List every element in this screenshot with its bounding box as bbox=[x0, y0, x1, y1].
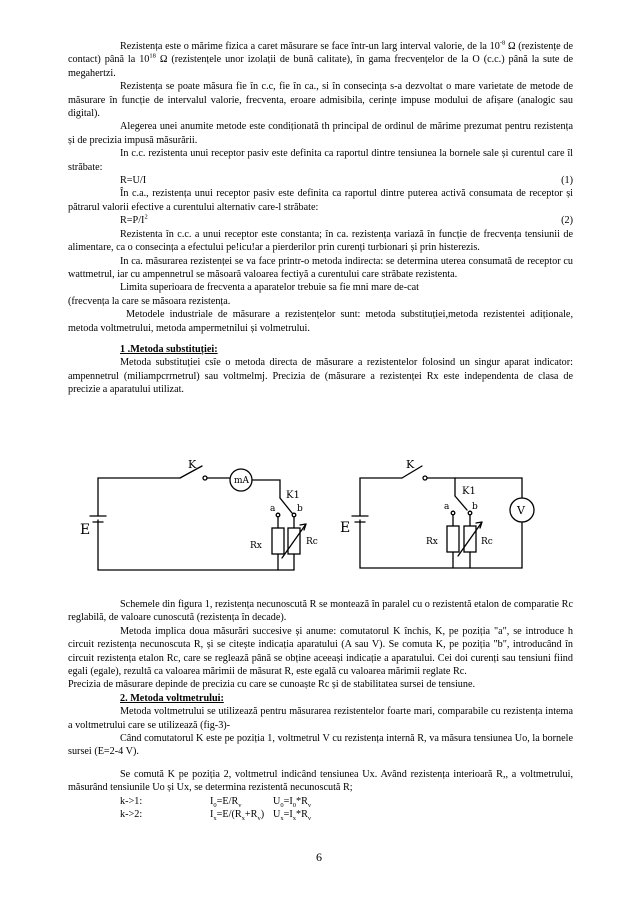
equation-1: R=U/I (1) bbox=[120, 175, 573, 187]
paragraph-two-measurements: Metoda implica doua măsurări succesive și anume: comutatorul K închis, K, pe poziția "a", se introduce h circuit rezistența necunoscuta R, și se citește indicația aparatului (A sau V). Se comuta K, pe poziția "b", introducând în circuit rezistența etalon Rc, care se reglează până se obține aceeași indicație a aparatului. Cei doi curenți sau tensiuni fiind egali (egale), rezultă ca valoarea mărimii de măsurat R, este egală cu valoarea mărimii reglate Rc. bbox=[68, 625, 573, 678]
circuit-diagrams bbox=[60, 458, 580, 580]
position-a-label: a bbox=[270, 504, 276, 514]
section-heading-voltmeter: 2. Metoda voltmetrului: bbox=[120, 692, 224, 704]
position-b-label: b bbox=[297, 504, 303, 514]
ammeter-label: mA bbox=[234, 476, 250, 486]
switch-k-label: K bbox=[188, 458, 197, 471]
text-block-top bbox=[68, 40, 573, 397]
switch-k-label: K bbox=[406, 458, 415, 471]
section-heading-substitution: 1 .Metoda substituției: bbox=[120, 343, 218, 355]
position-a-label: a bbox=[444, 502, 450, 512]
paragraph-position-2: Se comută K pe poziția 2, voltmetrul indicând tensiunea Ux. Având rezistența interioară R,, a voltmetrului, măsurând tensiunile Uo și Ux, se determina rezistentă necunoscută R; bbox=[68, 768, 573, 794]
voltmeter-label: V bbox=[517, 504, 525, 517]
paragraph-measurement-methods: Rezistența se poate măsura fie în c.c, fie în ca., si în consecința s-a dezvoltat o mare varietate de metode de măsurare în funcție de intervalul valorie, frecventa, eroare admisibila, cerințe impuse modului de afișare (analogic sau digital). bbox=[68, 81, 573, 120]
paragraph-position-1: Când comutatorul K este pe poziția 1, voltmetrul V cu rezistența internă R, va măsura tensiunea Uo, la bornele sursei (E=2-4 V). bbox=[68, 733, 573, 758]
paragraph-substitution: Metoda substituției csîe o metoda directa de măsurare a rezistentelor folosind un singur aparat indicator: ampennetrul (miliampcrrnetrul) sau voltmelmj. Precizia de (măsurare a rezistenței Rx este independenta de clasa de precizie a aparatului utilizat. bbox=[68, 357, 573, 396]
source-e-label: E bbox=[80, 522, 91, 538]
intro-paragraph: Rezistența este o mărime fizica a caret măsurare se face într-un larg interval valorie, de la $10^{-8}$ Ω (rezistențe de contact) până la $10^{18}$ Ω (rezistențele unor izolații de bună calitate), în gama frecvențelor de la O (c.c.) până la sute de megahertzi. bbox=[68, 39, 574, 79]
formula-row-k2: k->2: $I_x=E/(R_x+R_v)$ $U_x=I_x*R_v$ bbox=[120, 809, 312, 823]
resistor-rx-label: Rx bbox=[250, 541, 262, 551]
paragraph-ac-definition: În c.a., rezistența unui receptor pasiv este definita ca raportul dintre puterea activă consumata de receptor și pătrarul valorii efective a curentului alternativ care-l străbate: bbox=[68, 188, 573, 213]
paragraph-method-choice: Alegerea unei anumite metode este condiționată th principal de ordinul de mărime prezumat pentru rezistența și de precizia impusă măsurării. bbox=[68, 121, 573, 146]
position-b-label: b bbox=[472, 502, 478, 512]
switch-k1-label: K1 bbox=[462, 486, 476, 497]
formula-row-k1: k->1: $I_0=E/R_v$ $U_0=I_0*R_v$ bbox=[120, 795, 312, 809]
page-number: 6 bbox=[316, 850, 322, 864]
source-e-label: E bbox=[340, 520, 351, 536]
circuit-diagram-voltmeter bbox=[340, 458, 534, 568]
switch-k1-label: K1 bbox=[286, 490, 300, 501]
paragraph-ac-measurement: In ca. măsurarea rezistenței se va face printr-o metoda indirecta: se determina uterea consumată de receptor cu wattmetrul, iar cu ampennetrul se măsoară valoarea fectiyă a curentului care străbate rezistenta. bbox=[68, 255, 573, 280]
paragraph-schemes: Schemele din figura 1, rezistența necunoscută R se montează în paralel cu o rezistentă etalon de comparatie Rc reglabilă, de valoare cunoscută (rezistența în decade). bbox=[68, 599, 573, 624]
paragraph-voltmeter-method: Metoda voltmetrului se utilizează pentru măsurarea rezistentelor foarte mari, comparabile cu rezistența intema a voltmetrului care se utilizează (fig-3)- bbox=[68, 706, 573, 731]
resistor-rx-label: Rx bbox=[426, 537, 438, 547]
paragraph-precision: Precizia de măsurare depinde de precizia cu care se cunoaște Rc și de stabilitatea sursei de tensiune. bbox=[68, 679, 476, 691]
paragraph-frequency-limit: Limita superioara de frecventa a aparatelor trebuie sa fie mni mare de-cat bbox=[120, 282, 419, 294]
text-block-bottom bbox=[68, 598, 573, 822]
resistor-rc-label: Rc bbox=[481, 537, 493, 547]
circuit-diagram-ammeter bbox=[80, 458, 318, 570]
resistor-rc-label: Rc bbox=[306, 537, 318, 547]
paragraph-frequency: Rezistenta în c.c. a unui receptor este constanta; în ca. rezistența variază în funcție de frecvența tensiunii de alimentare, ca o consecința a efectului pe!icu!ar a pierderilor prin curenți turbionari și prin histerezis. bbox=[68, 228, 573, 254]
paragraph-frequency-limit-cont: (frecvența la care se măsoara rezistența. bbox=[68, 295, 231, 307]
paragraph-dc-definition: In c.c. rezistenta unui receptor pasiv este definita ca raportul dintre tensiunea la bornele sale și curentul care îl străbate: bbox=[68, 148, 573, 173]
paragraph-industrial-methods: Metodele industriale de măsurare a rezistențelor sunt: metoda substituției,metoda rezistentei adiționale, metoda voltmetrului, metoda ampermetnilui și volmetrului. bbox=[68, 309, 573, 334]
equation-2: $R=P/I^2$ (2) bbox=[120, 213, 573, 227]
